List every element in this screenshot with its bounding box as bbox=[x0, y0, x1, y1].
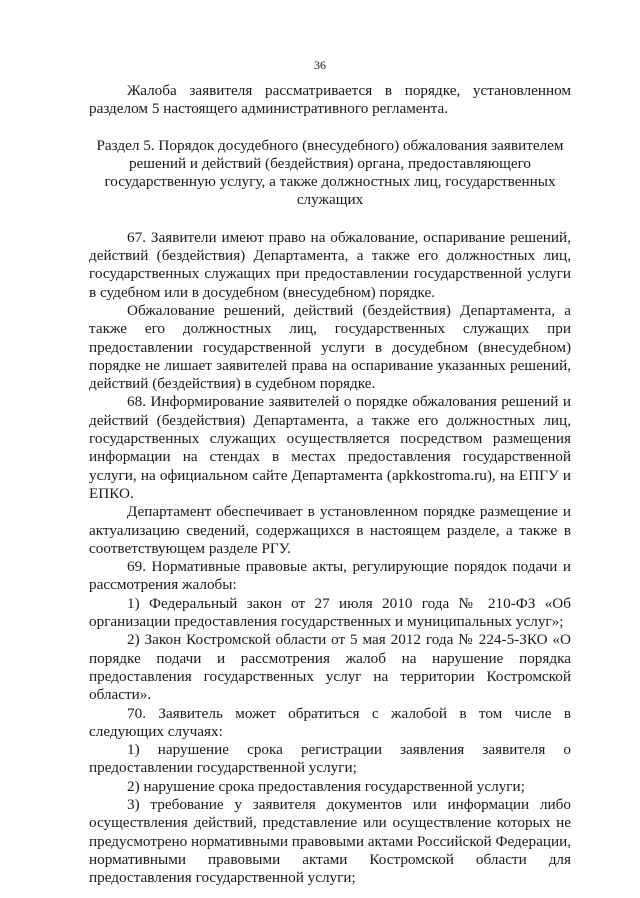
paragraph: 1) Федеральный закон от 27 июля 2010 года № 210-ФЗ «Об организации предоставления государственных и муниципальных услуг»; bbox=[89, 594, 571, 631]
paragraph: 1) нарушение срока регистрации заявления заявителя о предоставлении государственной услуги; bbox=[89, 741, 571, 777]
paragraph: Обжалование решений, действий (бездействия) Департамента, а также его должностных лиц, государственных служащих при предоставлении государственной услуги в досудебном (внесудебном) порядке не лишает заявителей права на оспаривание указанных решений, действий (бездействия) в судебном порядке. bbox=[89, 301, 571, 393]
paragraph: 2) нарушение срока предоставления государственной услуги; bbox=[127, 777, 525, 795]
page-number: 36 bbox=[314, 58, 326, 72]
paragraph: 68. Информирование заявителей о порядке обжалования решений и действий (бездействия) Департамента, а также его должностных лиц, государственных служащих осуществляется посредством размещения информации на стендах в местах предоставления государственной услуги, на официальном сайте Департамента (apkkostroma.ru), на ЕПГУ и ЕПКО. bbox=[89, 393, 571, 502]
paragraph: 3) требование у заявителя документов или информации либо осуществления действий, представление или осуществление которых не предусмотрено нормативными правовыми актами Российской Федерации, нормативными правовыми актами Костромской области для предоставления государственной услуги; bbox=[89, 795, 571, 887]
paragraph: 2) Закон Костромской области от 5 мая 2012 года № 224-5-ЗКО «О порядке подачи и рассмотрения жалоб на нарушение порядка предоставления государственных услуг на территории Костромской области». bbox=[89, 631, 571, 704]
intro-paragraph: Жалоба заявителя рассматривается в порядке, установленном разделом 5 настоящего административного регламента. bbox=[89, 82, 571, 118]
page-text bbox=[89, 82, 571, 887]
section-heading: Раздел 5. Порядок досудебного (внесудебного) обжалования заявителем решений и действий (бездействия) органа, предоставляющего государственную услугу, а также должностных лиц, государственных служащих bbox=[96, 136, 564, 209]
paragraph: 69. Нормативные правовые акты, регулирующие порядок подачи и рассмотрения жалобы: bbox=[89, 558, 571, 594]
paragraph: 67. Заявители имеют право на обжалование, оспаривание решений, действий (бездействия) Департамента, а также его должностных лиц, государственных служащих при предоставлении государственной услуги в судебном или в досудебном (внесудебном) порядке. bbox=[89, 228, 571, 301]
paragraph: Департамент обеспечивает в установленном порядке размещение и актуализацию сведений, содержащихся в настоящем разделе, а также в соответствующем разделе РГУ. bbox=[89, 503, 571, 557]
paragraph: 70. Заявитель может обратиться с жалобой в том числе в следующих случаях: bbox=[89, 704, 571, 740]
